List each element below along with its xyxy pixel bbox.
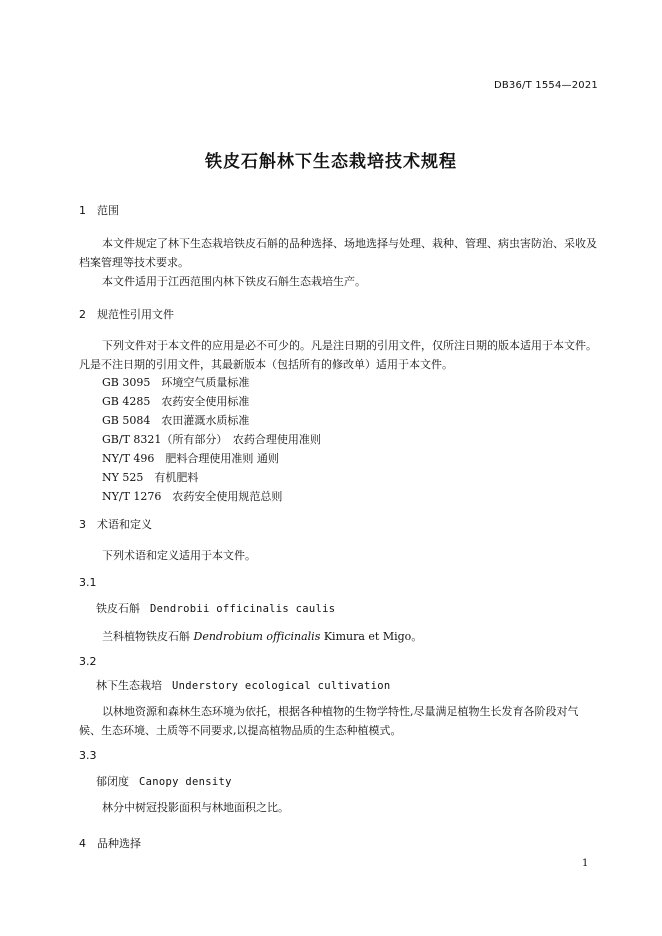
paragraph: 以林地资源和森林生态环境为依托，根据各种植物的生物学特性,尽量满足植物生长发育各阶段对气候、生态环境、土质等不同要求,以提高植物品质的生态种植模式。 — [79, 705, 579, 737]
term-number: 3.2 — [79, 655, 97, 668]
section-3-intro: 下列术语和定义适用于本文件。 — [102, 549, 256, 562]
term-zh: 林下生态栽培 — [96, 679, 162, 692]
document-title: 铁皮石斛林下生态栽培技术规程 — [205, 152, 457, 172]
section-number: 4 — [79, 837, 86, 850]
reference-item: NY/T 496 肥料合理使用准则 通则 — [102, 452, 279, 465]
section-2-intro — [79, 336, 599, 374]
section-3-heading — [79, 516, 152, 532]
section-4-heading — [79, 835, 141, 851]
term-entry — [96, 677, 391, 693]
reference-item: NY/T 1276 农药安全使用规范总则 — [102, 490, 283, 503]
reference-item: GB 3095 环境空气质量标准 — [102, 376, 250, 389]
section-number: 2 — [79, 308, 86, 321]
paragraph: 本文件规定了林下生态栽培铁皮石斛的品种选择、场地选择与处理、栽种、管理、病虫害防治、采收及档案管理等技术要求。 — [79, 237, 597, 269]
term-en: Canopy density — [139, 776, 232, 788]
section-number: 1 — [79, 204, 86, 217]
term-definition: 林分中树冠投影面积与林地面积之比。 — [102, 801, 289, 814]
term-zh: 郁闭度 — [96, 775, 129, 788]
term-en: Dendrobii officinalis caulis — [150, 603, 336, 615]
reference-item: GB 4285 农药安全使用标准 — [102, 395, 250, 408]
paragraph: 本文件适用于江西范围内林下铁皮石斛生态栽培生产。 — [102, 275, 366, 288]
section-title: 规范性引用文件 — [97, 308, 174, 321]
page-number: 1 — [582, 858, 589, 869]
section-1-body — [79, 234, 599, 291]
term-entry — [96, 600, 335, 616]
term-definition — [79, 702, 599, 740]
paragraph: 下列文件对于本文件的应用是必不可少的。凡是注日期的引用文件，仅所注日期的版本适用于本文件。凡是不注日期的引用文件，其最新版本（包括所有的修改单）适用于本文件。 — [79, 339, 597, 371]
section-2-heading — [79, 306, 174, 322]
term-zh: 铁皮石斛 — [96, 602, 140, 615]
term-entry — [96, 773, 232, 789]
document-id: DB36/T 1554—2021 — [493, 80, 598, 91]
section-number: 3 — [79, 518, 86, 531]
reference-item: NY 525 有机肥料 — [102, 471, 199, 484]
definition-text: Kimura et Migo。 — [320, 630, 423, 643]
section-title: 范围 — [97, 204, 119, 217]
section-1-heading — [79, 202, 119, 218]
reference-item: GB/T 8321（所有部分） 农药合理使用准则 — [102, 433, 321, 446]
section-title: 品种选择 — [97, 837, 141, 850]
term-number: 3.1 — [79, 576, 97, 589]
term-en: Understory ecological cultivation — [172, 680, 391, 692]
definition-text: 兰科植物铁皮石斛 — [102, 630, 194, 643]
latin-name: Dendrobium officinalis — [193, 630, 321, 643]
term-definition — [102, 628, 422, 644]
reference-item: GB 5084 农田灌溉水质标准 — [102, 414, 250, 427]
term-number: 3.3 — [79, 749, 97, 762]
section-title: 术语和定义 — [97, 518, 152, 531]
